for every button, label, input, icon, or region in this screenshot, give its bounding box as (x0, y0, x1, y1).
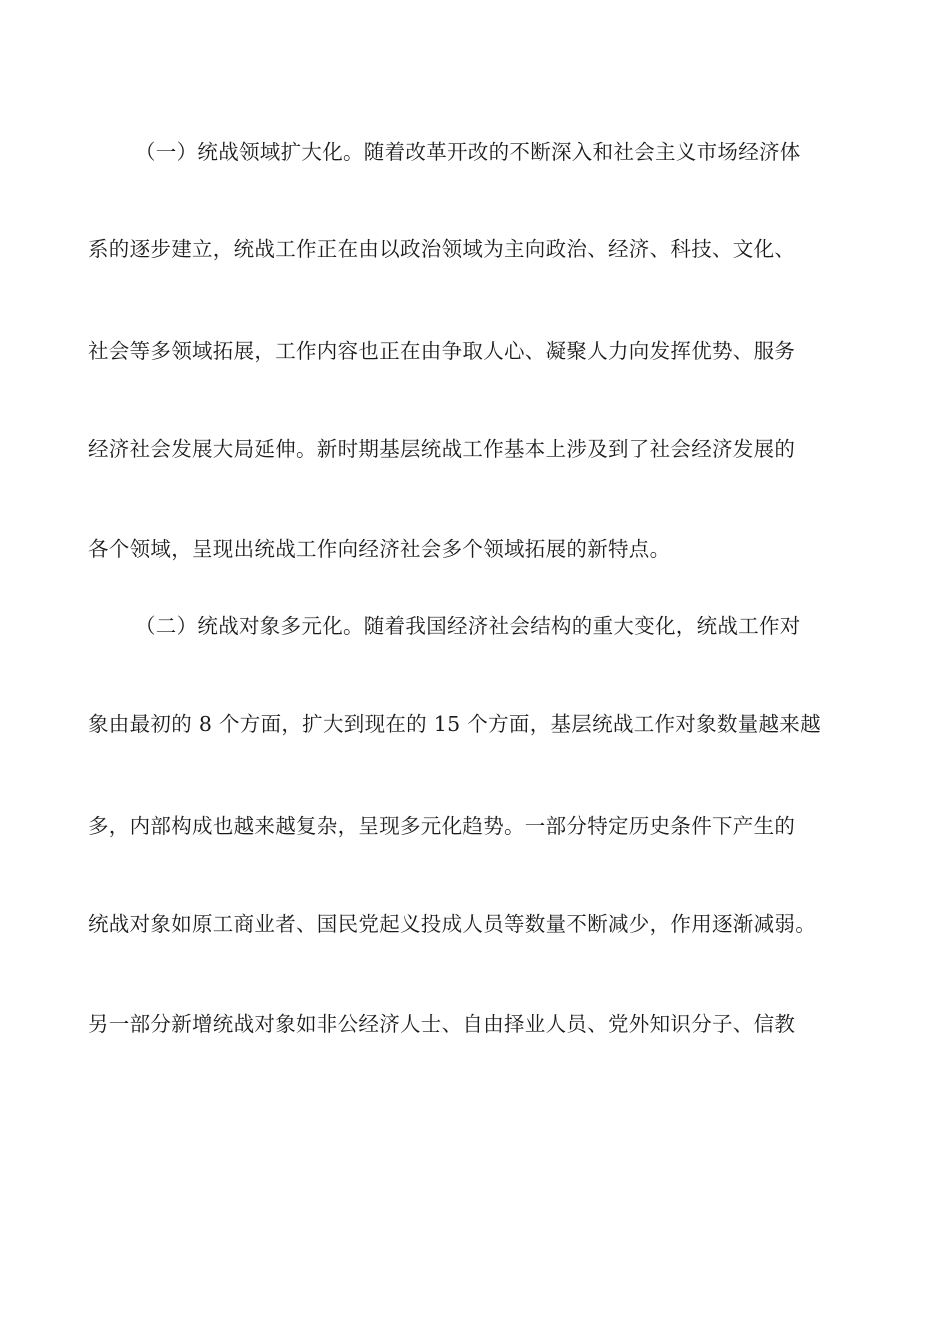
paragraph-1-line-4: 经济社会发展大局延伸。新时期基层统战工作基本上涉及到了社会经济发展的 (88, 437, 796, 461)
paragraph-2-line-1: （二）统战对象多元化。随着我国经济社会结构的重大变化，统战工作对 (135, 614, 801, 638)
paragraph-2-line-3: 多，内部构成也越来越复杂，呈现多元化趋势。一部分特定历史条件下产生的 (88, 814, 796, 838)
paragraph-2-line-4: 统战对象如原工商业者、国民党起义投成人员等数量不断减少，作用逐渐减弱。 (88, 912, 816, 936)
paragraph-1-line-2: 系的逐步建立，统战工作正在由以政治领域为主向政治、经济、科技、文化、 (88, 237, 796, 261)
paragraph-1-line-3: 社会等多领域拓展，工作内容也正在由争取人心、凝聚人力向发挥优势、服务 (88, 339, 796, 363)
paragraph-1-line-1: （一）统战领域扩大化。随着改革开改的不断深入和社会主义市场经济体 (135, 140, 801, 164)
paragraph-2-line-5: 另一部分新增统战对象如非公经济人士、自由择业人员、党外知识分子、信教 (88, 1012, 796, 1036)
paragraph-2-line-2: 象由最初的 8 个方面，扩大到现在的 15 个方面，基层统战工作对象数量越来越 (88, 712, 821, 736)
paragraph-1-line-5: 各个领域，呈现出统战工作向经济社会多个领域拓展的新特点。 (88, 537, 671, 561)
